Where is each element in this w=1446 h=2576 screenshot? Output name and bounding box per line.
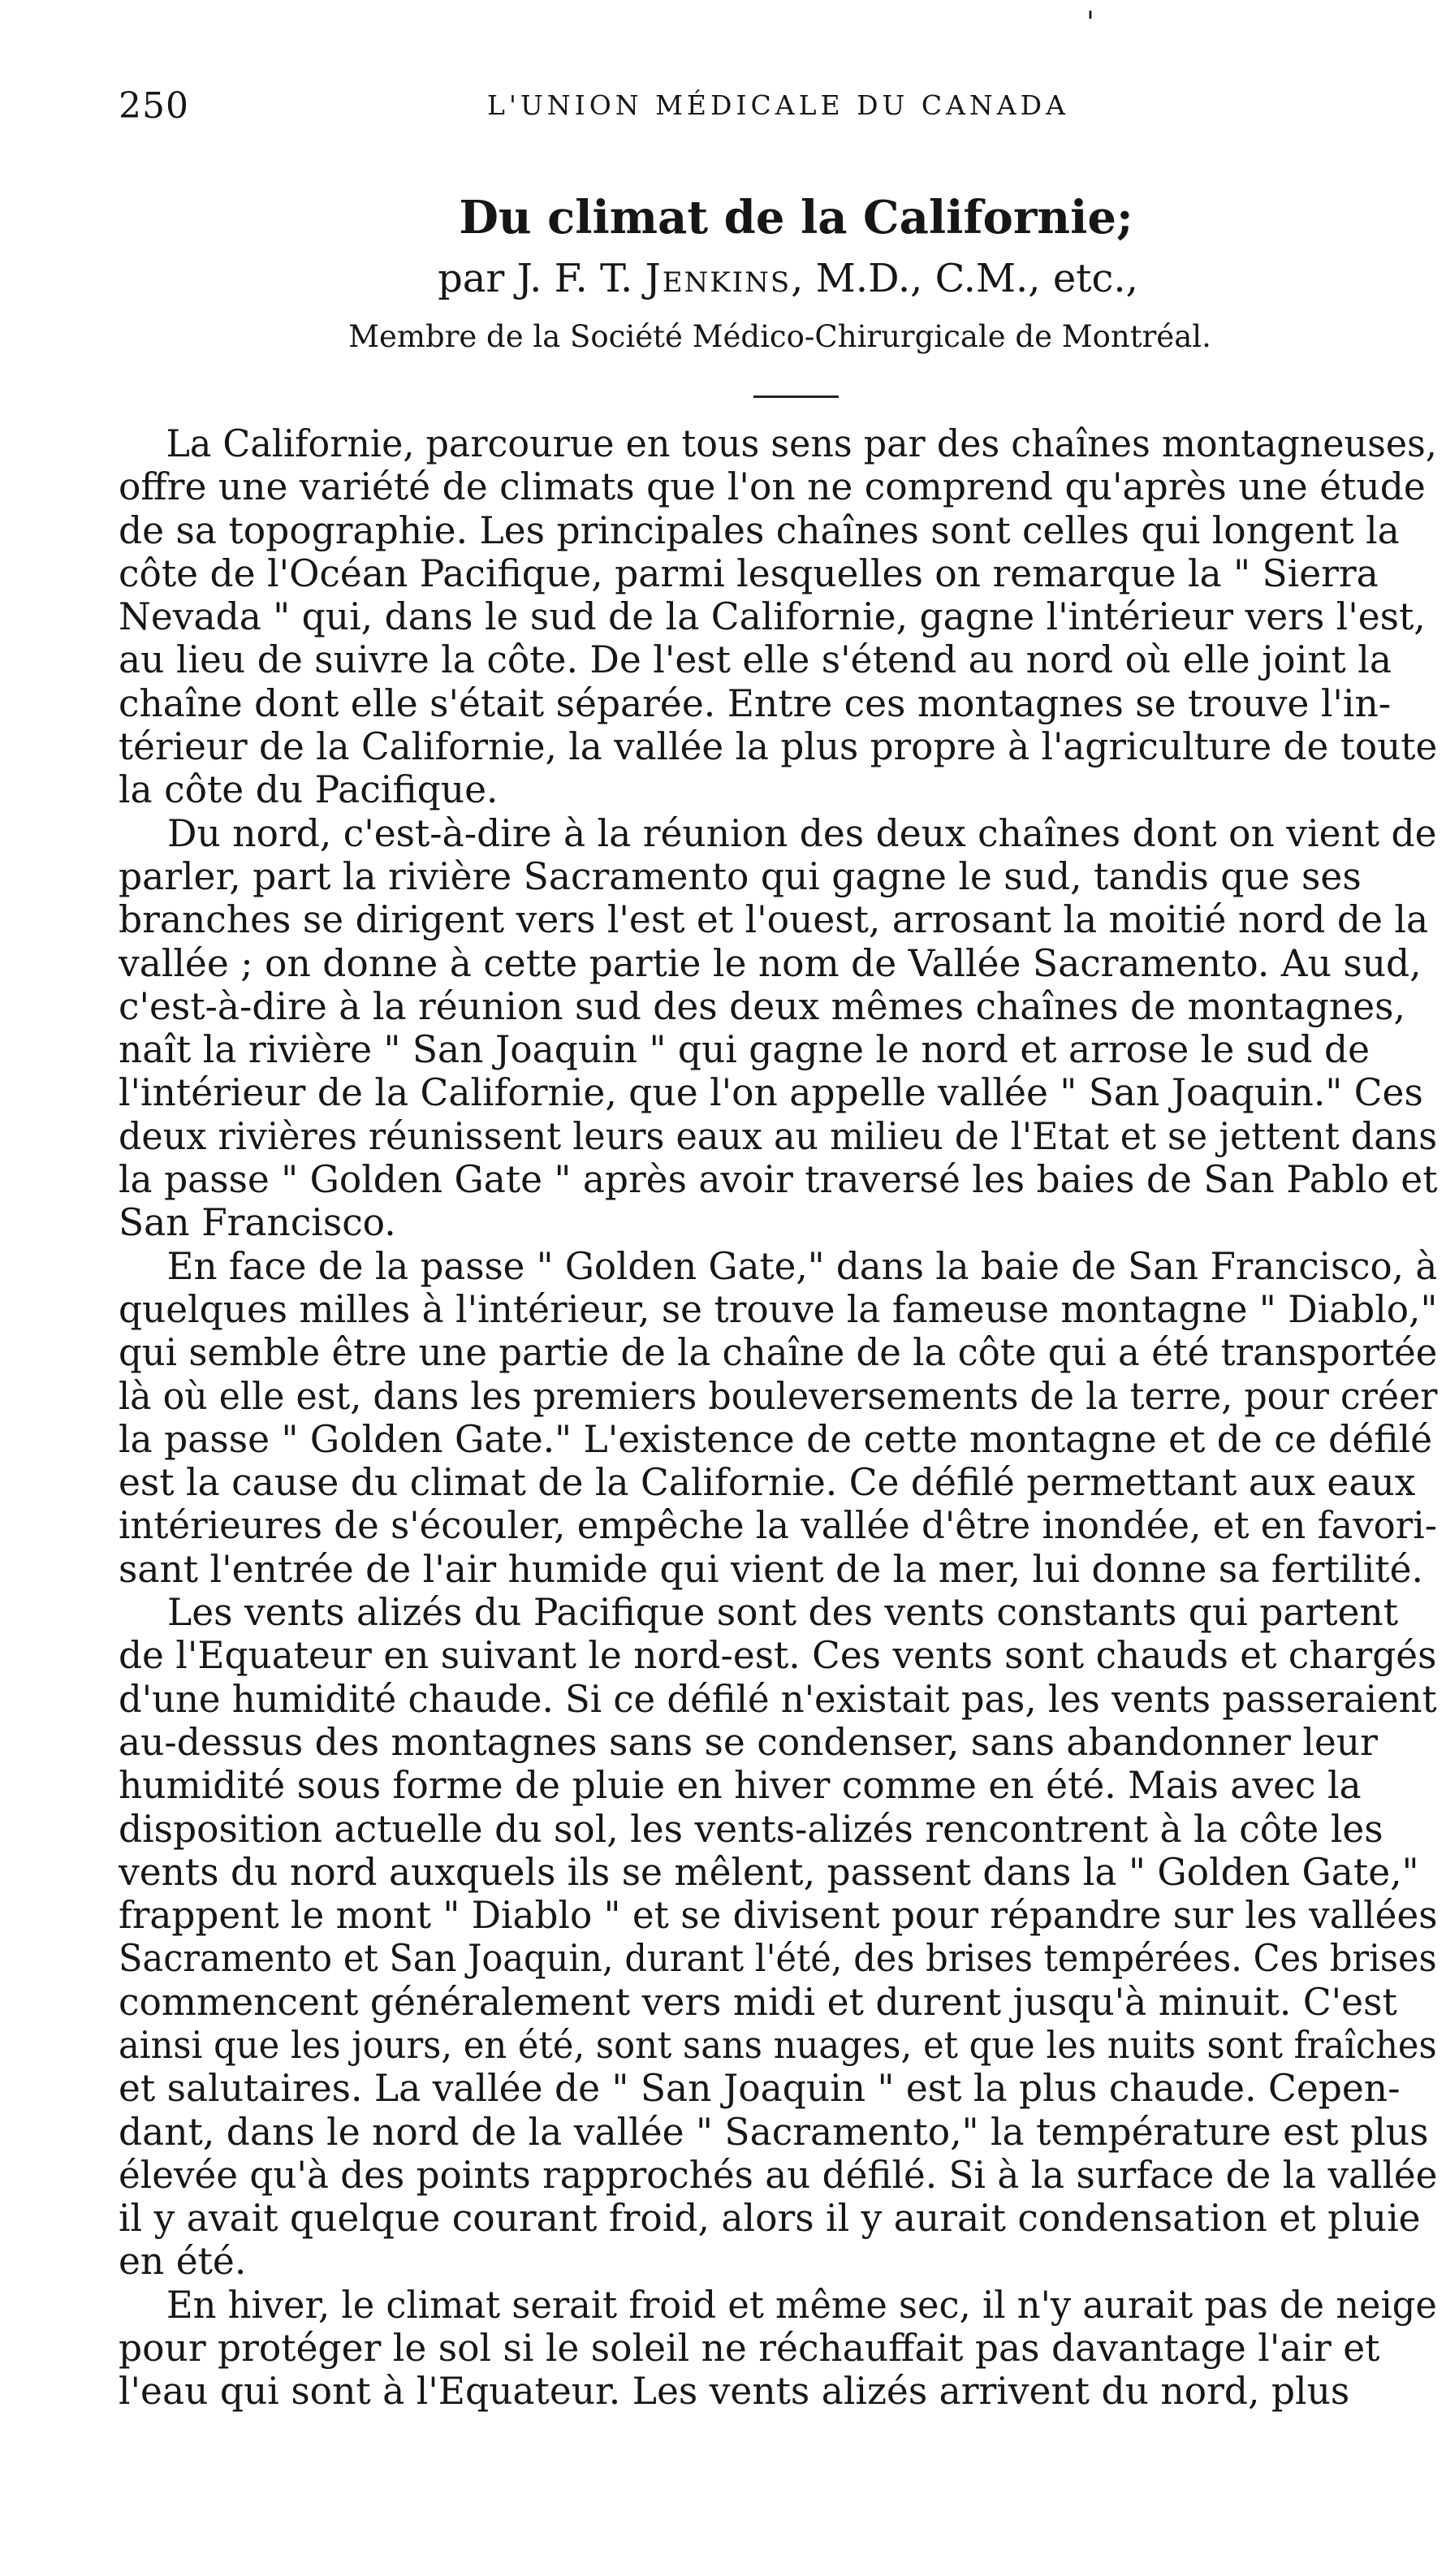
- author-name: Jenkins: [645, 256, 792, 301]
- body-line: vallée ; on donne à cette partie le nom de Vallée Sacramento. Au sud,: [119, 941, 1422, 985]
- body-line: offre une variété de climats que l'on ne comprend qu'après une étude: [119, 465, 1426, 509]
- running-head: L'UNION MÉDICALE DU CANADA: [487, 89, 1069, 121]
- body-line: Du nord, c'est-à-dire à la réunion des deux chaînes dont on vient de: [167, 811, 1437, 855]
- body-line: l'eau qui sont à l'Equateur. Les vents alizés arrivent du nord, plus: [119, 2370, 1350, 2414]
- body-line: pour protéger le sol si le soleil ne réchauffait pas davantage l'air et: [119, 2327, 1380, 2371]
- body-line: élevée qu'à des points rapprochés au défilé. Si à la surface de la vallée: [119, 2153, 1438, 2197]
- author-suffix: , M.D., C.M., etc.,: [791, 256, 1138, 301]
- body-line: vents du nord auxquels ils se mêlent, passent dans la " Golden Gate,": [119, 1850, 1419, 1894]
- body-line: d'une humidité chaude. Si ce défilé n'existait pas, les vents passeraient: [119, 1677, 1437, 1721]
- body-line: au-dessus des montagnes sans se condenser, sans abandonner leur: [119, 1720, 1378, 1764]
- body-line: en été.: [119, 2240, 247, 2284]
- title-separator-rule: [753, 395, 839, 398]
- body-line: là où elle est, dans les premiers bouleversements de la terre, pour créer: [119, 1374, 1438, 1418]
- body-line: commencent généralement vers midi et durent jusqu'à minuit. C'est: [119, 1980, 1397, 2024]
- stray-ink-mark: ': [1086, 6, 1094, 40]
- body-line: c'est-à-dire à la réunion sud des deux mêmes chaînes de montagnes,: [119, 984, 1405, 1028]
- body-line: quelques milles à l'intérieur, se trouve la fameuse montagne " Diablo,": [119, 1287, 1438, 1331]
- body-line: et salutaires. La vallée de " San Joaquin " est la plus chaude. Cepen-: [119, 2067, 1401, 2111]
- body-line: côte de l'Océan Pacifique, parmi lesquelles on remarque la " Sierra: [119, 551, 1379, 595]
- body-line: sant l'entrée de l'air humide qui vient de la mer, lui donne sa fertilité.: [119, 1547, 1424, 1591]
- body-line: de l'Equateur en suivant le nord-est. Ces vents sont chauds et chargés: [119, 1634, 1437, 1678]
- body-line: San Francisco.: [119, 1201, 396, 1245]
- body-line: branches se dirigent vers l'est et l'ouest, arrosant la moitié nord de la: [119, 898, 1429, 942]
- body-line: la côte du Pacifique.: [119, 768, 499, 812]
- body-line: au lieu de suivre la côte. De l'est elle s'étend au nord où elle joint la: [119, 638, 1392, 682]
- page-number: 250: [119, 85, 189, 127]
- body-line: parler, part la rivière Sacramento qui gagne le sud, tandis que ses: [119, 854, 1362, 898]
- body-line: En face de la passe " Golden Gate," dans la baie de San Francisco, à: [166, 1244, 1438, 1288]
- body-line: il y avait quelque courant froid, alors il y aurait condensation et pluie: [119, 2197, 1421, 2241]
- body-line: chaîne dont elle s'était séparée. Entre ces montagnes se trouve l'in-: [119, 681, 1392, 725]
- body-line: Nevada " qui, dans le sud de la Californie, gagne l'intérieur vers l'est,: [119, 595, 1426, 639]
- body-line: naît la rivière " San Joaquin " qui gagne le nord et arrose le sud de: [119, 1028, 1370, 1072]
- body-line: En hiver, le climat serait froid et même sec, il n'y aurait pas de neige: [166, 2283, 1437, 2327]
- body-line: de sa topographie. Les principales chaînes sont celles qui longent la: [119, 508, 1400, 552]
- body-line: Sacramento et San Joaquin, durant l'été, des brises tempérées. Ces brises: [119, 1937, 1437, 1981]
- body-line: disposition actuelle du sol, les vents-alizés rencontrent à la côte les: [119, 1807, 1383, 1851]
- author-prefix: par J. F. T.: [438, 256, 645, 301]
- body-line: est la cause du climat de la Californie. Ce défilé permettant aux eaux: [119, 1461, 1416, 1505]
- body-line: La Californie, parcourue en tous sens par des chaînes montagneuses,: [166, 422, 1437, 465]
- body-line: l'intérieur de la Californie, que l'on appelle vallée " San Joaquin." Ces: [119, 1071, 1423, 1115]
- body-line: térieur de la Californie, la vallée la plus propre à l'agriculture de toute: [119, 725, 1438, 769]
- body-line: deux rivières réunissent leurs eaux au milieu de l'Etat et se jettent dans: [119, 1114, 1438, 1158]
- body-line: ainsi que les jours, en été, sont sans nuages, et que les nuits sont fraîches: [119, 2023, 1437, 2067]
- author-affiliation: Membre de la Société Médico-Chirurgicale de Montréal.: [348, 319, 1211, 354]
- body-line: humidité sous forme de pluie en hiver comme en été. Mais avec la: [119, 1764, 1362, 1808]
- article-author: [65, 256, 1446, 301]
- body-line: frappent le mont " Diablo " et se divisent pour répandre sur les vallées: [119, 1894, 1438, 1938]
- body-line: intérieures de s'écouler, empêche la vallée d'être inondée, et en favori-: [119, 1504, 1437, 1548]
- body-line: dant, dans le nord de la vallée " Sacramento," la température est plus: [119, 2110, 1429, 2154]
- body-line: qui semble être une partie de la chaîne de la côte qui a été transportée: [119, 1331, 1438, 1375]
- body-line: la passe " Golden Gate " après avoir traversé les baies de San Pablo et: [119, 1158, 1438, 1202]
- body-line: Les vents alizés du Pacifique sont des vents constants qui partent: [167, 1591, 1399, 1635]
- body-line: la passe " Golden Gate." L'existence de cette montagne et de ce défilé: [119, 1417, 1433, 1461]
- article-title: Du climat de la Californie;: [459, 191, 1133, 244]
- article-body: [119, 422, 1438, 2414]
